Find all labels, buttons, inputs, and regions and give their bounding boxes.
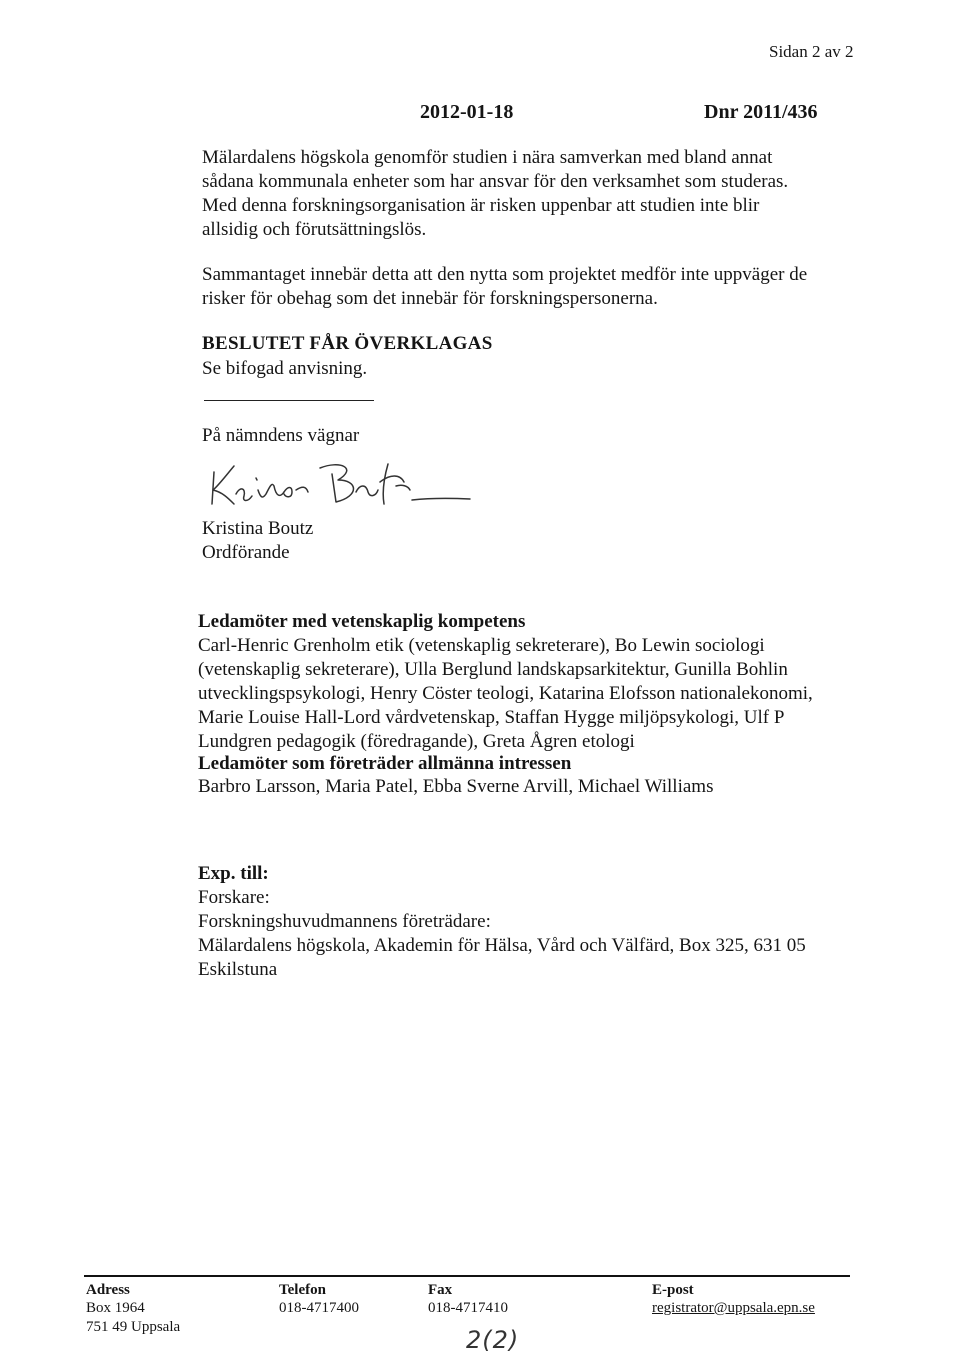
page-number: Sidan 2 av 2: [769, 42, 854, 61]
para1-line-3: Med denna forskningsorganisation är risken uppenbar att studien inte blir: [202, 195, 760, 216]
scientific-members-heading: Ledamöter med vetenskaplig kompetens: [198, 611, 526, 632]
footer-fax-heading: Fax: [428, 1282, 453, 1298]
scientific-members-line-5: Lundgren pedagogik (föredragande), Greta Ågren etologi: [198, 731, 635, 752]
handwritten-page-number: 2(2): [466, 1326, 520, 1354]
divider-line: [204, 400, 374, 401]
para1-line-2: sådana kommunala enheter som har ansvar för den verksamhet som studeras.: [202, 171, 789, 192]
signatory-title: Ordförande: [202, 542, 290, 563]
para1-line-1: Mälardalens högskola genomför studien i nära samverkan med bland annat: [202, 147, 773, 168]
footer-phone-heading: Telefon: [279, 1282, 326, 1298]
distribution-heading: Exp. till:: [198, 863, 269, 884]
footer-email-heading: E-post: [652, 1282, 694, 1298]
distribution-address-line-2: Eskilstuna: [198, 959, 278, 980]
signatory-name: Kristina Boutz: [202, 518, 314, 539]
scientific-members-line-3: utvecklingspsykologi, Henry Cöster teologi, Katarina Elofsson nationalekonomi,: [198, 683, 813, 704]
footer-fax: 018-4717410: [428, 1300, 508, 1316]
footer-email-link[interactable]: registrator@uppsala.epn.se: [652, 1300, 815, 1316]
para1-line-4: allsidig och förutsättningslös.: [202, 219, 427, 240]
footer-phone: 018-4717400: [279, 1300, 359, 1316]
scientific-members-line-1: Carl-Henric Grenholm etik (vetenskaplig sekreterare), Bo Lewin sociologi: [198, 635, 765, 656]
scientific-members-line-2: (vetenskaplig sekreterare), Ulla Berglund landskapsarkitektur, Gunilla Bohlin: [198, 659, 788, 680]
document-dnr: Dnr 2011/436: [704, 101, 818, 123]
footer-rule: [84, 1275, 850, 1277]
footer-address-line-2: 751 49 Uppsala: [86, 1319, 181, 1335]
scientific-members-line-4: Marie Louise Hall-Lord vårdvetenskap, Staffan Hygge miljöpsykologi, Ulf P: [198, 707, 785, 728]
handwritten-signature: [200, 452, 500, 517]
para2-line-2: risker för obehag som det innebär för forskningspersonerna.: [202, 288, 658, 309]
distribution-principal-rep: Forskningshuvudmannens företrädare:: [198, 911, 491, 932]
appeal-heading: BESLUTET FÅR ÖVERKLAGAS: [202, 333, 493, 354]
footer-address-heading: Adress: [86, 1282, 130, 1298]
distribution-researcher: Forskare:: [198, 887, 270, 908]
distribution-address-line-1: Mälardalens högskola, Akademin för Hälsa, Vård och Välfärd, Box 325, 631 05: [198, 935, 806, 956]
para2-line-1: Sammantaget innebär detta att den nytta som projektet medför inte uppväger de: [202, 264, 808, 285]
public-members-line: Barbro Larsson, Maria Patel, Ebba Sverne Arvill, Michael Williams: [198, 776, 714, 797]
appeal-text: Se bifogad anvisning.: [202, 358, 368, 379]
document-date: 2012-01-18: [420, 101, 514, 123]
footer-address-line-1: Box 1964: [86, 1300, 145, 1316]
on-behalf-text: På nämndens vägnar: [202, 425, 360, 446]
public-members-heading: Ledamöter som företräder allmänna intressen: [198, 753, 572, 774]
